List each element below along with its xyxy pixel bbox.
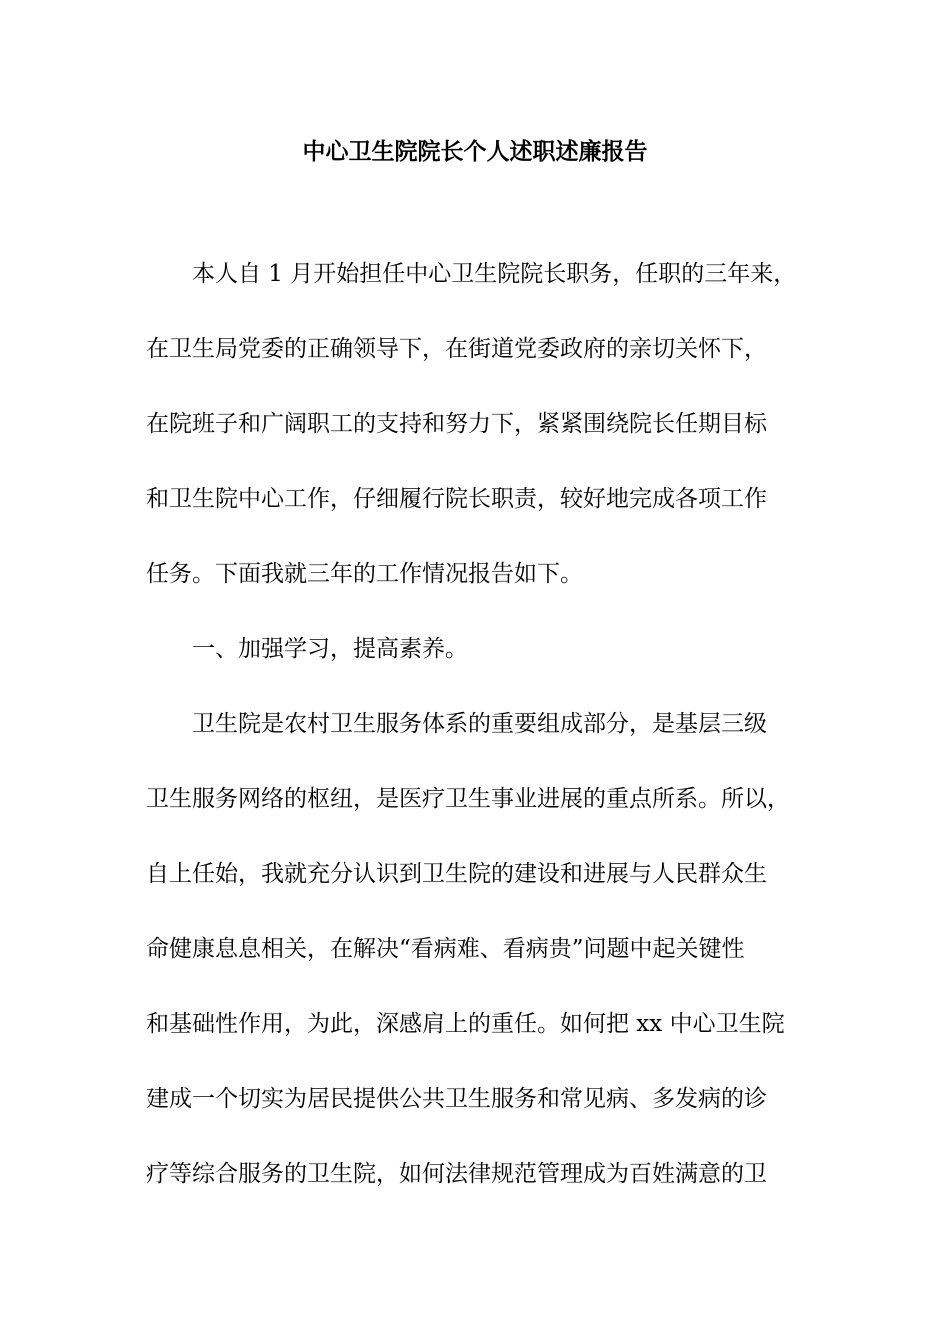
- paragraph-line: 自上任始，我就充分认识到卫生院的建设和进展与人民群众生: [146, 861, 767, 887]
- paragraph-line: 本人自 1 月开始担任中心卫生院院长职务，任职的三年来，: [192, 261, 797, 287]
- paragraph-line: 命健康息息相关，在解决“看病难、看病贵”问题中起关键性: [146, 936, 745, 962]
- paragraph-line: 卫生院是农村卫生服务体系的重要组成部分，是基层三级: [192, 711, 767, 737]
- paragraph-line: 和基础性作用，为此，深感肩上的重任。如何把 xx 中心卫生院: [146, 1011, 785, 1037]
- paragraph-line: 卫生服务网络的枢纽，是医疗卫生事业进展的重点所系。所以，: [146, 786, 790, 812]
- document-title: 中心卫生院院长个人述职述廉报告: [302, 138, 648, 165]
- section-heading: 一、加强学习，提高素养。: [192, 636, 468, 662]
- paragraph-line: 建成一个切实为居民提供公共卫生服务和常见病、多发病的诊: [146, 1086, 767, 1112]
- paragraph-line: 和卫生院中心工作，仔细履行院长职责，较好地完成各项工作: [146, 486, 767, 512]
- paragraph-line: 在院班子和广阔职工的支持和努力下，紧紧围绕院长任期目标: [146, 411, 767, 437]
- paragraph-line: 疗等综合服务的卫生院，如何法律规范管理成为百姓满意的卫: [146, 1161, 767, 1187]
- paragraph-line: 任务。下面我就三年的工作情况报告如下。: [146, 561, 583, 587]
- paragraph-line: 在卫生局党委的正确领导下，在街道党委政府的亲切关怀下，: [146, 336, 767, 362]
